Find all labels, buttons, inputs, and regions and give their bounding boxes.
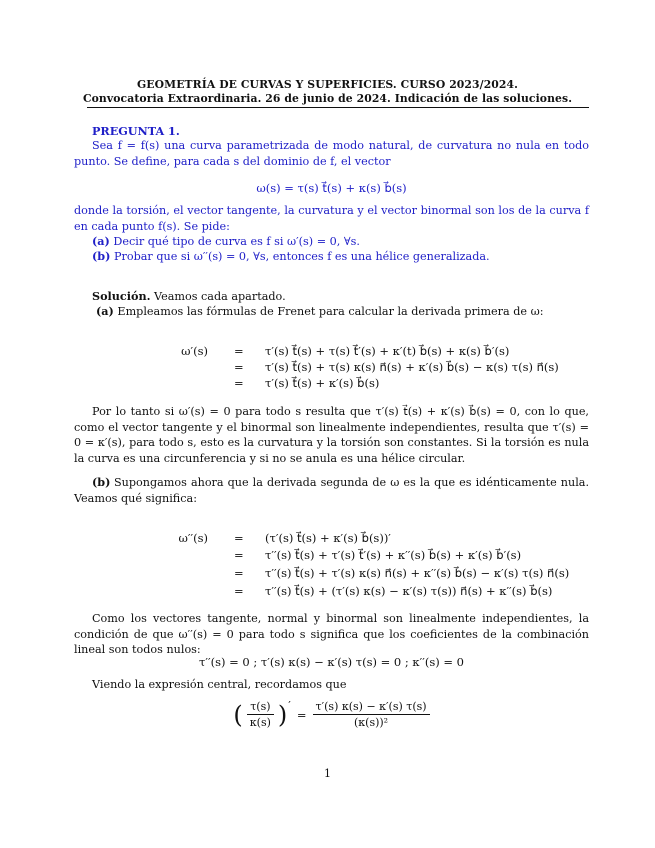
eq1-row-3: τ′(s) t⃗(s) + κ′(s) b⃗(s) xyxy=(265,376,380,390)
eq2-equals-4: = xyxy=(234,584,244,598)
question-part-b xyxy=(92,249,589,265)
header-rule xyxy=(87,107,589,108)
solution-b-text2: Como los vectores tangente, normal y binormal son linealmente independientes, la condición de que ω′′(s) = 0 para todo s significa que los coeficientes de la combinación lineal son todos nulos: xyxy=(74,612,589,657)
solution-a-intro-text: Empleamos las fórmulas de Frenet para calcular la derivada primera de ω: xyxy=(117,305,544,318)
part-a-text: Decir qué tipo de curva es f si ω′(s) = 0, ∀s. xyxy=(113,235,360,248)
question-after: donde la torsión, el vector tangente, la curvatura y el vector binormal son los de la curva f en cada punto f(s). Se pide: xyxy=(74,204,589,233)
solution-title: Solución. xyxy=(92,289,151,303)
solution-a-label: (a) xyxy=(96,304,114,318)
lhs-denominator: κ(s) xyxy=(249,716,271,729)
solution-a-conclusion: Por lo tanto si ω′(s) = 0 para todo s resulta que τ′(s) t⃗(s) + κ′(s) b⃗(s) = 0, con lo que, como el vector tangente y el binormal son linealmente independientes, resulta que τ′(s) = 0 = κ′(s), para todo s, esto es la curvatura y la torsión son constantes. Si la torsión es nula la curva es una circunferencia y si no se anula es una hélice circular. xyxy=(74,405,589,465)
eq1-row-1: τ′(s) t⃗(s) + τ(s) t⃗′(s) + κ′(t) b⃗(s) + κ(s) b⃗′(s) xyxy=(265,344,510,358)
quotient-derivative-equation: ( $\frac{\tau(s)}{\kappa(s)}$ ) ′ = $\frac{\tau'(s) \kappa(s) - \kappa'(s) \tau(s)}{\text{(κ(s))²}}$ xyxy=(74,700,589,729)
eq1-equals-2: = xyxy=(234,360,244,374)
eq1-row-2: τ′(s) t⃗(s) + τ(s) κ(s) n⃗(s) + κ′(s) b⃗(s) − κ(s) τ(s) n⃗(s) xyxy=(265,360,559,374)
solution-b-label: (b) xyxy=(92,475,111,489)
eq2-equals-2: = xyxy=(234,548,244,562)
solution-b-text3: Viendo la expresión central, recordamos que xyxy=(92,678,347,691)
derivative-prime: ′ xyxy=(288,697,291,712)
part-a-label: (a) xyxy=(92,234,110,248)
eq1-equals-3: = xyxy=(234,376,244,390)
solution-part-a-intro xyxy=(96,304,589,320)
rhs-numerator: τ′(s) κ(s) − κ′(s) τ(s) xyxy=(313,700,430,715)
coefficient-equations: τ′′(s) = 0 ; τ′(s) κ(s) − κ′(s) τ(s) = 0 ; κ′′(s) = 0 xyxy=(199,655,464,669)
page-number: 1 xyxy=(324,767,331,780)
solution-b-intro: Supongamos ahora que la derivada segunda de ω es la que es idénticamente nula. Veamos qué significa: xyxy=(74,476,589,505)
eq1-equals-1: = xyxy=(234,344,244,358)
part-b-text: Probar que si ω′′(s) = 0, ∀s, entonces f es una hélice generalizada. xyxy=(113,250,490,263)
rhs-fraction xyxy=(313,700,430,729)
solution-title-rest: Veamos cada apartado. xyxy=(154,290,286,303)
eq2-row-4: τ′′(s) t⃗(s) + (τ′(s) κ(s) − κ′(s) τ(s)) n⃗(s) + κ′′(s) b⃗(s) xyxy=(265,584,553,598)
eq2-row-3: τ′′(s) t⃗(s) + τ′(s) κ(s) n⃗(s) + κ′′(s) b⃗(s) − κ′(s) τ(s) n⃗(s) xyxy=(265,566,570,580)
lhs-fraction xyxy=(247,700,274,729)
rhs-denominator: (κ(s))² xyxy=(354,716,389,729)
header-title: GEOMETRÍA DE CURVAS Y SUPERFICIES. CURSO 2023/2024. xyxy=(136,78,518,91)
question-title: PREGUNTA 1. xyxy=(92,124,180,138)
definition-equation: ω(s) = τ(s) t⃗(s) + κ(s) b⃗(s) xyxy=(256,181,407,195)
header-subtitle: Convocatoria Extraordinaria. 26 de junio de 2024. Indicación de las soluciones. xyxy=(82,92,573,105)
eq2-lhs: ω′′(s) xyxy=(178,531,208,545)
part-b-label: (b) xyxy=(92,249,111,263)
eq2-row-1: (τ′(s) t⃗(s) + κ′(s) b⃗(s))′ xyxy=(265,531,391,545)
eq2-equals-3: = xyxy=(234,566,244,580)
question-part-a xyxy=(92,234,589,250)
eq2-row-2: τ′′(s) t⃗(s) + τ′(s) t⃗′(s) + κ′′(s) b⃗(s) + κ′(s) b⃗′(s) xyxy=(265,548,522,562)
question-intro: Sea f = f(s) una curva parametrizada de modo natural, de curvatura no nula en todo punto. Se define, para cada s del dominio de f, el vector xyxy=(74,139,589,168)
eq1-lhs: ω′(s) xyxy=(181,344,208,358)
solution-heading xyxy=(92,289,589,305)
lhs-numerator: τ(s) xyxy=(247,700,273,715)
eq2-equals-1: = xyxy=(234,531,244,545)
